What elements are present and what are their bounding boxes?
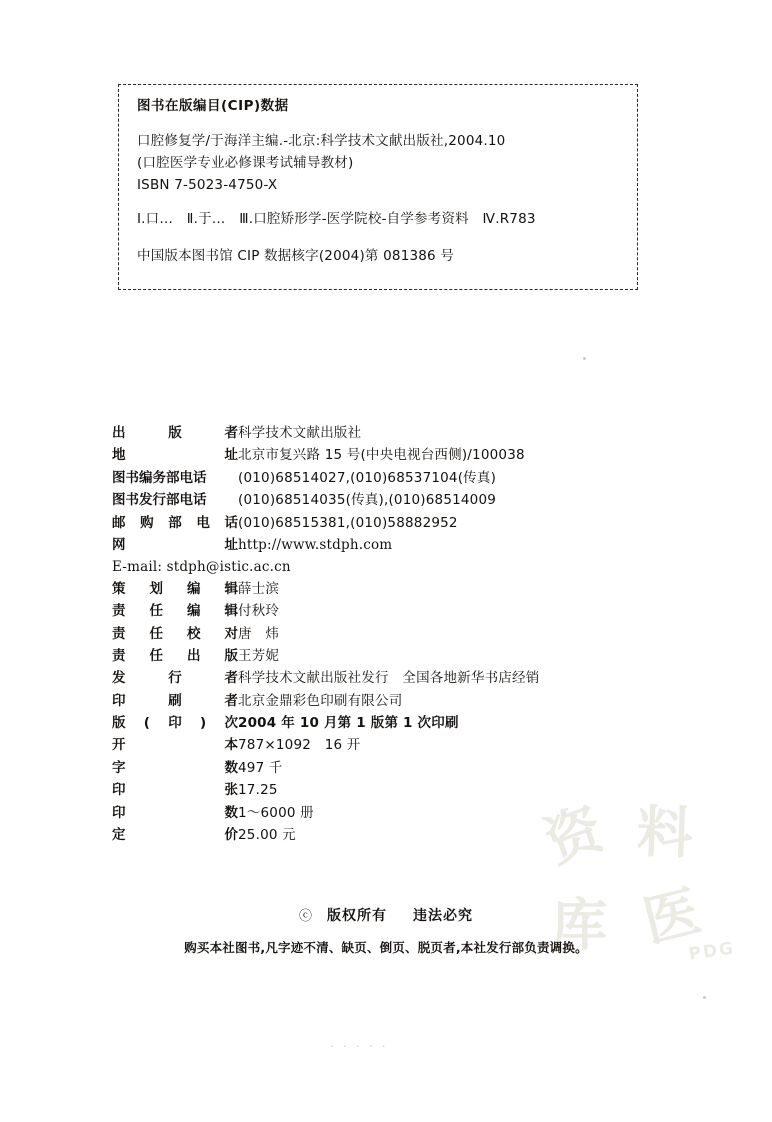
label-char: 印 — [112, 692, 126, 709]
colophon-row-wordcount — [112, 760, 672, 777]
colophon-block — [112, 425, 672, 849]
colophon-row-address — [112, 447, 672, 464]
colophon-label-price — [112, 827, 238, 844]
label-char: 者 — [224, 425, 238, 441]
scan-speck — [703, 996, 706, 999]
label-char: 印 — [168, 715, 182, 731]
label-char: 数 — [224, 804, 238, 821]
label-char: 对 — [224, 625, 238, 642]
colophon-row-edition — [112, 715, 672, 732]
copyright-icon: ⓒ — [298, 909, 313, 924]
colophon-value-responsible-editor: 付秋玲 — [238, 603, 280, 620]
label-char: 辑 — [224, 580, 238, 597]
label-char: 地 — [112, 447, 126, 464]
colophon-row-proofreader — [112, 626, 672, 643]
colophon-row-distribution-phone — [112, 492, 672, 509]
cip-line-registry: 中国版本图书馆 CIP 数据核字(2004)第 081386 号 — [137, 248, 455, 265]
label-char: 数 — [224, 759, 238, 776]
colophon-value-edition: 2004 年 10 月第 1 版第 1 次印刷 — [238, 715, 459, 731]
colophon-email[interactable]: E-mail: stdph@istic.ac.cn — [112, 559, 291, 576]
label-char: 址 — [224, 536, 238, 553]
label-char: 编 — [187, 580, 201, 597]
colophon-value-printer: 北京金鼎彩色印刷有限公司 — [238, 692, 403, 709]
colophon-row-format — [112, 737, 672, 754]
label-char: 责 — [112, 603, 126, 620]
colophon-row-price — [112, 827, 672, 844]
colophon-row-production — [112, 648, 672, 665]
label-char: 址 — [224, 447, 238, 464]
cip-line-classification: Ⅰ.口… Ⅱ.于… Ⅲ.口腔矫形学-医学院校-自学参考资料 Ⅳ.R783 — [137, 211, 536, 228]
label-char: 定 — [112, 826, 126, 843]
label-char: 发 — [112, 670, 126, 687]
cip-line-isbn: ISBN 7-5023-4750-X — [137, 176, 278, 193]
colophon-label-distributor — [112, 670, 238, 687]
label-char: 责 — [112, 625, 126, 642]
copyright-line — [0, 905, 772, 925]
label-char: 电 — [196, 514, 210, 531]
label-char: 次 — [224, 715, 238, 731]
colophon-label-editorial-phone: 图书编务部电话 — [112, 469, 207, 486]
label-char: ( — [143, 715, 150, 731]
label-char: 印 — [112, 782, 126, 799]
colophon-value-production: 王芳妮 — [238, 647, 280, 664]
colophon-value-proofreader: 唐 炜 — [238, 625, 280, 642]
colophon-label-responsible-editor — [112, 603, 238, 620]
colophon-label-distribution-phone: 图书发行部电话 — [112, 492, 207, 509]
colophon-label-planning-editor — [112, 581, 238, 598]
label-char: 邮 — [112, 514, 126, 531]
label-char: 开 — [112, 737, 126, 754]
colophon-label-edition — [112, 715, 238, 732]
scan-smudge: · · · · · — [330, 1040, 389, 1053]
colophon-label-publisher — [112, 425, 238, 442]
colophon-row-website — [112, 537, 672, 554]
label-char: 划 — [149, 580, 163, 597]
label-char: 版 — [112, 715, 126, 731]
label-char: 网 — [112, 536, 126, 553]
colophon-label-website — [112, 537, 238, 554]
label-char: 出 — [187, 647, 201, 664]
colophon-label-format — [112, 737, 238, 754]
colophon-value-website[interactable]: http://www.stdph.com — [238, 536, 393, 553]
colophon-row-printer — [112, 693, 672, 710]
colophon-row-responsible-editor — [112, 603, 672, 620]
label-char: 者 — [224, 692, 238, 709]
colophon-label-address — [112, 447, 238, 464]
label-char: 责 — [112, 647, 126, 664]
label-char: 价 — [224, 826, 238, 843]
colophon-value-distribution-phone: (010)68514035(传真),(010)68514009 — [238, 492, 497, 509]
colophon-row-printrun — [112, 805, 672, 822]
watermark-char: 料 — [635, 798, 695, 867]
label-char: 任 — [149, 603, 163, 620]
colophon-value-price: 25.00 元 — [238, 826, 296, 843]
colophon-value-printrun: 1～6000 册 — [238, 804, 314, 821]
watermark-char: 资 — [536, 794, 612, 877]
label-char: 任 — [149, 625, 163, 642]
label-char: 编 — [187, 603, 201, 620]
colophon-value-planning-editor: 薛士滨 — [238, 580, 280, 597]
colophon-label-sheets — [112, 782, 238, 799]
colophon-value-editorial-phone: (010)68514027,(010)68537104(传真) — [238, 469, 497, 486]
label-char: 者 — [224, 670, 238, 687]
colophon-value-address: 北京市复兴路 15 号(中央电视台西侧)/100038 — [238, 447, 525, 464]
colophon-row-sheets — [112, 782, 672, 799]
cip-line-1: 口腔修复学/于海洋主编.-北京:科学技术文献出版社,2004.10 — [137, 132, 506, 149]
label-char: 行 — [168, 670, 182, 687]
label-char: 本 — [224, 737, 238, 754]
cip-data-box — [118, 84, 638, 290]
footer-block — [0, 905, 772, 956]
colophon-value-mailorder-phone: (010)68515381,(010)58882952 — [238, 514, 458, 531]
colophon-row-planning-editor — [112, 581, 672, 598]
colophon-label-wordcount — [112, 760, 238, 777]
colophon-label-proofreader — [112, 626, 238, 643]
watermark-char: 医 — [636, 877, 707, 956]
colophon-label-mailorder-phone — [112, 515, 238, 532]
colophon-label-printrun — [112, 805, 238, 822]
colophon-value-sheets: 17.25 — [238, 782, 278, 799]
watermark-char: 库 — [551, 892, 608, 959]
colophon-row-distributor — [112, 670, 672, 687]
label-char: 购 — [140, 514, 154, 531]
cip-line-2: (口腔医学专业必修课考试辅导教材) — [137, 154, 354, 171]
colophon-label-printer — [112, 693, 238, 710]
colophon-row-editorial-phone — [112, 470, 672, 487]
label-char: 部 — [168, 514, 182, 531]
label-char: 版 — [224, 647, 238, 664]
exchange-note: 购买本社图书,凡字迹不清、缺页、倒页、脱页者,本社发行部负责调换。 — [184, 940, 588, 955]
warning-text: 违法必究 — [413, 908, 473, 924]
label-char: 任 — [149, 647, 163, 664]
cip-title: 图书在版编目(CIP)数据 — [137, 98, 289, 114]
colophon-value-publisher: 科学技术文献出版社 — [238, 425, 362, 441]
label-char: 版 — [168, 425, 182, 441]
label-char: 张 — [224, 782, 238, 799]
colophon-value-wordcount: 497 千 — [238, 759, 283, 776]
label-char: 刷 — [168, 692, 182, 709]
colophon-label-production — [112, 648, 238, 665]
label-char: 出 — [112, 425, 126, 441]
label-char: 印 — [112, 804, 126, 821]
colophon-row-mailorder-phone — [112, 515, 672, 532]
label-char: 校 — [187, 625, 201, 642]
colophon-value-distributor: 科学技术文献出版社发行 全国各地新华书店经销 — [238, 670, 540, 687]
label-char: 字 — [112, 759, 126, 776]
label-char: 话 — [224, 514, 238, 531]
label-char: 策 — [112, 580, 126, 597]
copyright-text: 版权所有 — [327, 908, 387, 924]
colophon-row-publisher — [112, 425, 672, 442]
scan-speck — [583, 357, 586, 360]
label-char: ) — [200, 715, 207, 731]
colophon-value-format: 787×1092 16 开 — [238, 737, 361, 754]
label-char: 辑 — [224, 603, 238, 620]
watermark-pdg-tag: PDG — [687, 938, 737, 965]
